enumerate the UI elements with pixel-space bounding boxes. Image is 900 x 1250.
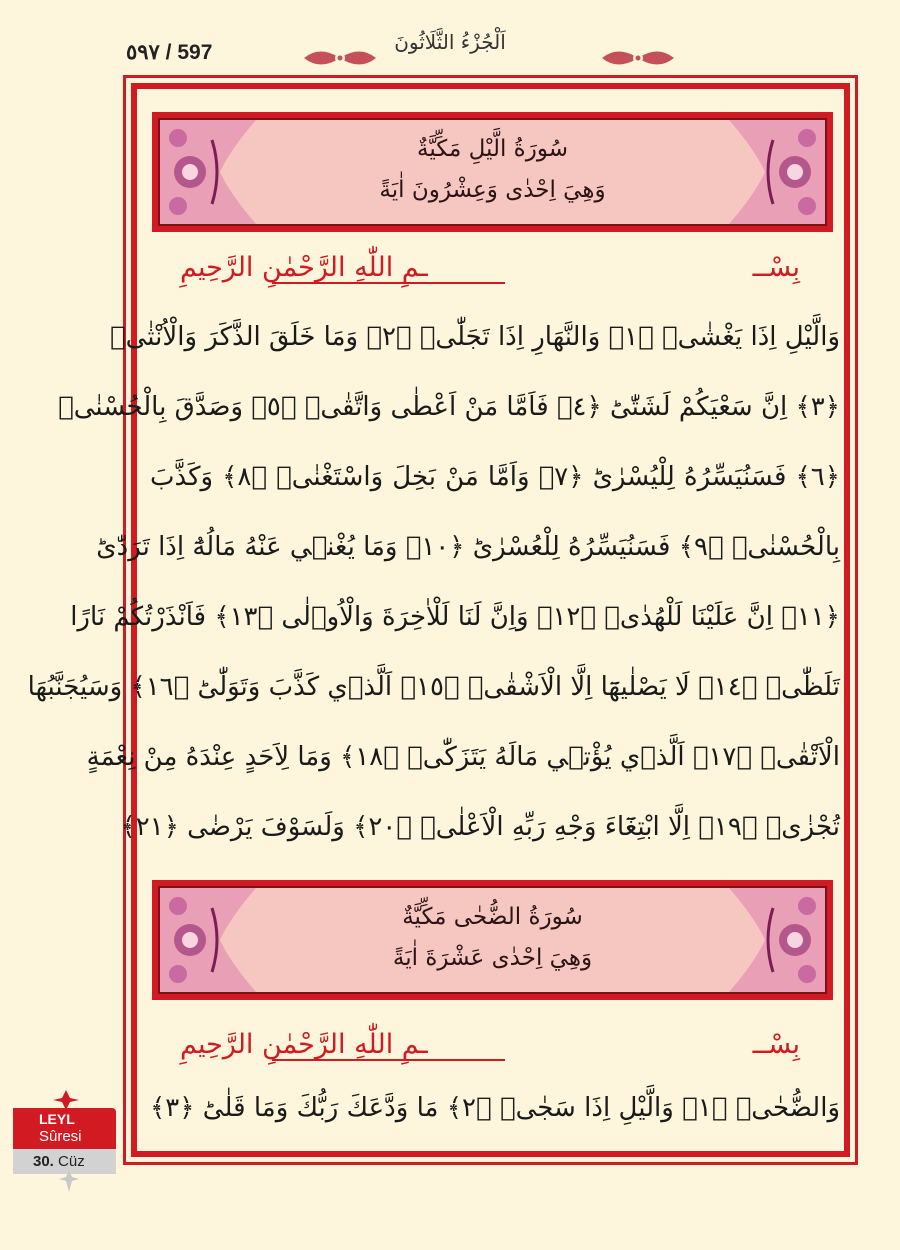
surah-side-tab[interactable] (13, 1108, 116, 1174)
ayah-line: ﴿٣﴾ اِنَّ سَعْيَكُمْ لَشَتّٰىؕ ﴿٤﴾ فَاَمَّا مَنْ اَعْطٰى وَاتَّقٰىۙ ﴿٥﴾ وَصَدَّقَ بِالْحُسْنٰىۙ (58, 392, 840, 422)
ayah-line: بِالْحُسْنٰىۙ ﴿٩﴾ فَسَنُيَسِّرُهُ لِلْعُسْرٰىؕ ﴿١٠﴾ وَمَا يُغْن۪ي عَنْهُ مَالُهُٓ اِذَا تَرَدّٰىؕ (96, 532, 840, 562)
ayah-line: تُجْزٰىۙ ﴿١٩﴾ اِلَّا ابْتِغَٓاءَ وَجْهِ رَبِّهِ الْاَعْلٰىۚ ﴿٢٠﴾ وَلَسَوْفَ يَرْضٰى ﴿٢١﴾ (120, 812, 840, 842)
ayah-line: وَالضُّحٰىۙ ﴿١﴾ وَالَّيْلِ اِذَا سَجٰىۙ ﴿٢﴾ مَا وَدَّعَكَ رَبُّكَ وَمَا قَلٰىؕ ﴿٣﴾ (150, 1093, 840, 1123)
basmala (180, 1025, 800, 1075)
left-header-ornament-icon (300, 45, 380, 71)
surah-subtitle: وَهِيَ اِحْدٰى وَعِشْرُونَ اٰيَةً (379, 177, 606, 203)
basmala-start: بِسْــ (752, 1029, 800, 1060)
basmala-end: ـمِ اللّٰهِ الرَّحْمٰنِ الرَّحِيمِ (180, 252, 428, 283)
juz-title: اَلْجُزْءُ الثَّلَاثُونَ (394, 30, 506, 54)
ayah-line: الْاَتْقٰىۙ ﴿١٧﴾ اَلَّذ۪ي يُؤْت۪ي مَالَهُ يَتَزَكّٰىۚ ﴿١٨﴾ وَمَا لِاَحَدٍ عِنْدَهُ مِنْ نِعْمَةٍ (86, 742, 840, 772)
surah-title: سُورَةُ الضُّحٰى مَكِّيَّةٌ (402, 904, 583, 930)
ayah-line: ﴿١١﴾ اِنَّ عَلَيْنَا لَلْهُدٰىۘ ﴿١٢﴾ وَاِنَّ لَنَا لَلْاٰخِرَةَ وَالْاُو۫لٰى ﴿١٣﴾ فَاَنْذَرْتُكُمْ نَارًا (70, 602, 840, 632)
side-tab-juz-word: Cüz (58, 1153, 85, 1170)
basmala-end: ـمِ اللّٰهِ الرَّحْمٰنِ الرَّحِيمِ (180, 1029, 428, 1060)
right-header-ornament-icon (598, 45, 678, 71)
side-tab-surah-name: LEYL (39, 1111, 75, 1127)
ayah-line: تَلَظّٰىۚ ﴿١٤﴾ لَا يَصْلٰيهَٓا اِلَّا الْاَشْقٰىۙ ﴿١٥﴾ اَلَّذ۪ي كَذَّبَ وَتَوَلّٰىؕ ﴿١٦﴾ وَسَيُجَنَّبُهَا (27, 672, 840, 702)
side-tab-juz-number: 30. (33, 1153, 54, 1170)
surah-header-duha (152, 880, 833, 1000)
side-tab-surah (13, 1108, 116, 1149)
basmala-start: بِسْــ (752, 252, 800, 283)
surah-header-leyl (152, 112, 833, 232)
surah-subtitle: وَهِيَ اِحْدٰى عَشْرَةَ اٰيَةً (392, 945, 593, 971)
ayah-line: وَالَّيْلِ اِذَا يَغْشٰىۙ ﴿١﴾ وَالنَّهَارِ اِذَا تَجَلّٰىۙ ﴿٢﴾ وَمَا خَلَقَ الذَّكَرَ وَالْاُنْثٰىۙ (110, 322, 840, 352)
ayah-line: ﴿٦﴾ فَسَنُيَسِّرُهُ لِلْيُسْرٰىؕ ﴿٧﴾ وَاَمَّا مَنْ بَخِلَ وَاسْتَغْنٰىۙ ﴿٨﴾ وَكَذَّبَ (150, 462, 840, 492)
side-tab-surah-word: Sûresi (39, 1128, 82, 1145)
page-number: ٥٩٧ / 597 (126, 41, 213, 64)
fleur-ornament-icon (53, 1090, 79, 1110)
basmala (180, 248, 800, 298)
surah-title: سُورَةُ الَّيْلِ مَكِّيَّةٌ (417, 136, 568, 162)
fleur-ornament-icon (59, 1170, 79, 1192)
